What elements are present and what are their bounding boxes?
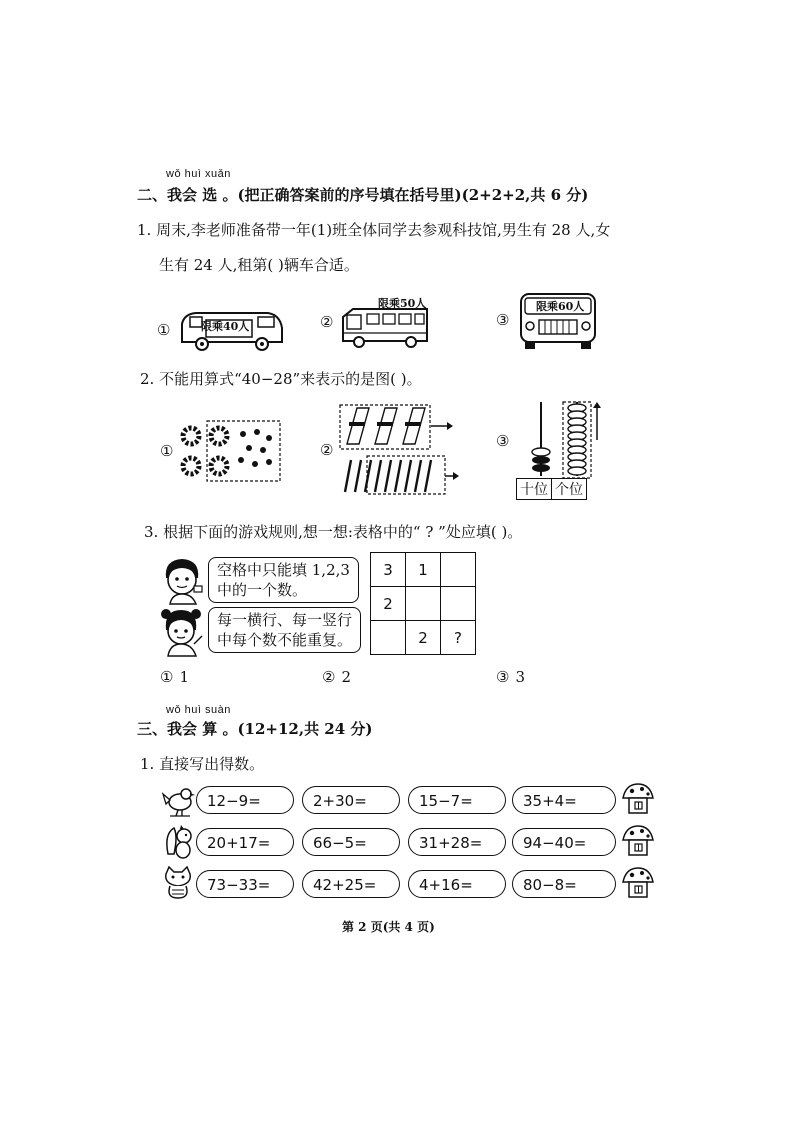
- cat-icon: [160, 866, 196, 900]
- expression-pill[interactable]: 42+25=: [302, 870, 400, 898]
- abacus-place-labels: [516, 478, 587, 500]
- q1-line2: 生有 24 人,租第( )辆车合适。: [159, 256, 359, 274]
- bus-sign-60: 限乘60人: [536, 300, 585, 313]
- bus-sign-40: 限乘40人: [201, 320, 250, 333]
- flower-bundles-icon: [179, 420, 281, 482]
- grid-cell: [406, 587, 441, 621]
- section3-title: 三、我会 算 。(12+12,共 24 分): [137, 720, 373, 738]
- sudoku-grid: [370, 552, 476, 655]
- q2-text: 2. 不能用算式“40−28”来表示的是图( )。: [140, 370, 422, 388]
- expression-pill[interactable]: 73−33=: [196, 870, 294, 898]
- grid-cell: [441, 553, 476, 587]
- section3-pinyin: wǒ huì suàn: [166, 704, 231, 716]
- abacus-icon: [515, 400, 611, 482]
- boy-avatar: [160, 556, 206, 606]
- q3-text: 3. 根据下面的游戏规则,想一想:表格中的“ ? ”处应填( )。: [144, 523, 523, 541]
- squirrel-icon: [164, 824, 196, 860]
- grid-cell: 1: [406, 553, 441, 587]
- grid-row: [371, 587, 476, 621]
- q3-option-1[interactable]: [160, 668, 189, 686]
- mushroom-house-icon: [620, 782, 656, 816]
- q2-option-1[interactable]: [160, 420, 281, 482]
- mushroom-house-icon: [620, 824, 656, 858]
- q1-option-3[interactable]: [496, 290, 601, 350]
- q2-option-2[interactable]: [320, 404, 461, 496]
- option-value: 1: [179, 668, 189, 686]
- page-footer: 第 2 页(共 4 页): [342, 920, 435, 934]
- section3-sub: 1. 直接写出得数。: [140, 755, 265, 773]
- rule1-line2: 中的一个数。: [217, 581, 308, 599]
- rule-bubble-1: [208, 557, 359, 603]
- option-number: ①: [157, 321, 171, 339]
- bus-sign-50: 限乘50人: [378, 297, 427, 310]
- rule2-line1: 每一横行、每一竖行: [217, 611, 353, 629]
- expression-pill[interactable]: 35+4=: [512, 786, 616, 814]
- stick-bundles-icon: [339, 404, 461, 496]
- ones-label: 个位: [555, 482, 583, 498]
- q1-line1: 1. 周末,李老师准备带一年(1)班全体同学去参观科技馆,男生有 28 人,女: [137, 221, 611, 239]
- bird-icon: [162, 784, 196, 818]
- grid-cell: [371, 621, 406, 655]
- section2-title: 二、我会 选 。(把正确答案前的序号填在括号里)(2+2+2,共 6 分): [137, 186, 589, 204]
- grid-cell: 2: [406, 621, 441, 655]
- expression-pill[interactable]: 20+17=: [196, 828, 294, 856]
- girl-avatar: [158, 604, 206, 658]
- option-number: ③: [496, 668, 510, 686]
- grid-cell: 3: [371, 553, 406, 587]
- option-number: ①: [160, 668, 174, 686]
- rule2-line2: 中每个数不能重复。: [217, 631, 353, 649]
- mushroom-house-icon: [620, 866, 656, 900]
- option-number: ③: [496, 311, 510, 329]
- q1-option-1[interactable]: [157, 308, 286, 352]
- option-number: ②: [320, 313, 334, 331]
- expression-pill[interactable]: 4+16=: [408, 870, 506, 898]
- q3-option-2[interactable]: [322, 668, 351, 686]
- rule1-line1: 空格中只能填 1,2,3: [217, 561, 350, 579]
- section2-pinyin: wǒ huì xuǎn: [166, 168, 231, 180]
- q2-option-3[interactable]: [496, 400, 611, 498]
- expression-pill[interactable]: 31+28=: [408, 828, 506, 856]
- grid-cell: ?: [441, 621, 476, 655]
- expression-pill[interactable]: 2+30=: [302, 786, 400, 814]
- expression-pill[interactable]: 15−7=: [408, 786, 506, 814]
- q1-option-2[interactable]: [320, 295, 431, 349]
- rule-bubble-2: [208, 607, 361, 653]
- option-number: ②: [322, 668, 336, 686]
- option-value: 2: [341, 668, 351, 686]
- option-number: ①: [160, 442, 174, 460]
- expression-pill[interactable]: 66−5=: [302, 828, 400, 856]
- option-value: 3: [515, 668, 525, 686]
- grid-row: [371, 553, 476, 587]
- grid-row: [371, 621, 476, 655]
- grid-cell: [441, 587, 476, 621]
- q3-option-3[interactable]: [496, 668, 525, 686]
- expression-pill[interactable]: 80−8=: [512, 870, 616, 898]
- grid-cell: 2: [371, 587, 406, 621]
- tens-label: 十位: [517, 479, 552, 499]
- expression-pill[interactable]: 94−40=: [512, 828, 616, 856]
- option-number: ③: [496, 432, 510, 450]
- expression-pill[interactable]: 12−9=: [196, 786, 294, 814]
- option-number: ②: [320, 441, 334, 459]
